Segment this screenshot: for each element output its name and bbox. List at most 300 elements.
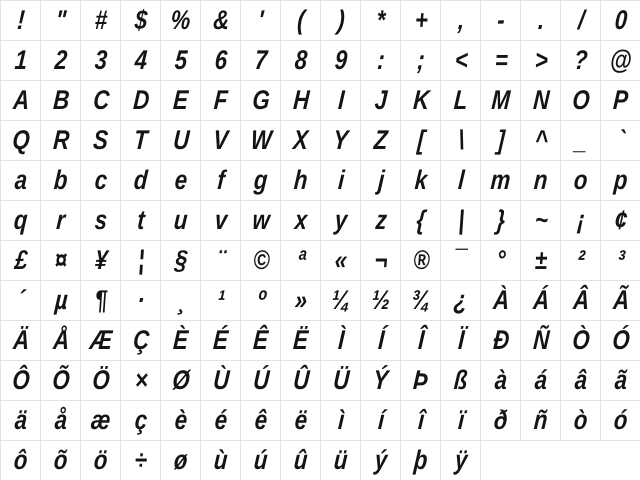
glyph-cell[interactable] bbox=[361, 81, 401, 121]
glyph-cell[interactable] bbox=[1, 321, 41, 361]
glyph-cell[interactable] bbox=[601, 81, 640, 121]
glyph-cell[interactable] bbox=[1, 81, 41, 121]
glyph-cell[interactable] bbox=[401, 361, 441, 401]
glyph-character: & bbox=[212, 5, 231, 35]
glyph-character: ì bbox=[336, 405, 346, 435]
glyph-character: º bbox=[255, 285, 267, 315]
glyph-cell[interactable] bbox=[121, 201, 161, 241]
glyph-cell[interactable] bbox=[81, 321, 121, 361]
glyph-cell[interactable] bbox=[481, 281, 521, 321]
glyph-character: ] bbox=[496, 125, 506, 155]
glyph-cell[interactable] bbox=[361, 161, 401, 201]
glyph-character: ' bbox=[257, 5, 265, 35]
glyph-character: ? bbox=[573, 45, 589, 75]
glyph-character: ¯ bbox=[453, 245, 469, 275]
glyph-cell[interactable] bbox=[561, 401, 601, 441]
glyph-character: \ bbox=[456, 125, 466, 155]
glyph-cell[interactable] bbox=[161, 361, 201, 401]
glyph-cell[interactable] bbox=[241, 361, 281, 401]
glyph-cell[interactable] bbox=[481, 201, 521, 241]
glyph-character: ¼ bbox=[330, 285, 352, 315]
glyph-character: » bbox=[293, 285, 309, 315]
glyph-character: g bbox=[253, 165, 269, 195]
glyph-cell[interactable] bbox=[41, 81, 81, 121]
glyph-character: ¢ bbox=[613, 205, 629, 235]
glyph-cell[interactable] bbox=[1, 281, 41, 321]
glyph-character: ð bbox=[493, 405, 509, 435]
glyph-cell[interactable] bbox=[81, 81, 121, 121]
glyph-cell[interactable] bbox=[121, 81, 161, 121]
glyph-cell[interactable] bbox=[521, 161, 561, 201]
glyph-character: I bbox=[336, 85, 346, 115]
glyph-cell[interactable] bbox=[441, 241, 481, 281]
glyph-cell[interactable] bbox=[441, 401, 481, 441]
glyph-cell[interactable] bbox=[161, 321, 201, 361]
glyph-character: B bbox=[52, 85, 71, 115]
glyph-character: Ù bbox=[212, 365, 231, 395]
glyph-cell[interactable] bbox=[41, 321, 81, 361]
glyph-cell[interactable] bbox=[441, 81, 481, 121]
glyph-cell[interactable] bbox=[281, 241, 321, 281]
glyph-character: ÿ bbox=[453, 445, 469, 475]
glyph-character: å bbox=[53, 405, 69, 435]
glyph-character: % bbox=[170, 5, 192, 35]
glyph-character: - bbox=[496, 5, 506, 35]
glyph-cell[interactable] bbox=[241, 281, 281, 321]
glyph-cell[interactable] bbox=[321, 441, 361, 480]
glyph-character: ã bbox=[613, 365, 629, 395]
glyph-cell[interactable] bbox=[121, 121, 161, 161]
glyph-character: þ bbox=[413, 445, 429, 475]
glyph-cell[interactable] bbox=[281, 1, 321, 41]
glyph-character: h bbox=[293, 165, 309, 195]
glyph-character: ô bbox=[13, 445, 29, 475]
glyph-character: ñ bbox=[533, 405, 549, 435]
glyph-cell[interactable] bbox=[601, 41, 640, 81]
glyph-cell[interactable] bbox=[201, 441, 241, 480]
glyph-cell[interactable] bbox=[161, 201, 201, 241]
glyph-character: é bbox=[213, 405, 229, 435]
glyph-cell[interactable] bbox=[481, 401, 521, 441]
glyph-character: c bbox=[93, 165, 109, 195]
glyph-cell[interactable] bbox=[441, 1, 481, 41]
glyph-character: Á bbox=[532, 285, 551, 315]
glyph-cell[interactable] bbox=[41, 361, 81, 401]
glyph-cell[interactable] bbox=[321, 1, 361, 41]
glyph-cell[interactable] bbox=[361, 1, 401, 41]
glyph-cell[interactable] bbox=[441, 121, 481, 161]
glyph-cell[interactable] bbox=[201, 201, 241, 241]
glyph-cell[interactable] bbox=[41, 201, 81, 241]
glyph-character: [ bbox=[416, 125, 426, 155]
glyph-character: s bbox=[93, 205, 109, 235]
glyph-cell[interactable] bbox=[321, 401, 361, 441]
glyph-cell[interactable] bbox=[401, 321, 441, 361]
glyph-cell[interactable] bbox=[401, 161, 441, 201]
glyph-cell[interactable] bbox=[401, 121, 441, 161]
glyph-character: + bbox=[413, 5, 429, 35]
glyph-character: U bbox=[172, 125, 191, 155]
glyph-cell[interactable] bbox=[561, 201, 601, 241]
glyph-character: a bbox=[13, 165, 29, 195]
glyph-character: ÷ bbox=[133, 445, 149, 475]
glyph-character: Ü bbox=[332, 365, 351, 395]
glyph-cell[interactable] bbox=[601, 1, 640, 41]
glyph-cell[interactable] bbox=[201, 1, 241, 41]
glyph-cell[interactable] bbox=[201, 121, 241, 161]
glyph-character: < bbox=[453, 45, 469, 75]
glyph-cell[interactable] bbox=[241, 201, 281, 241]
glyph-cell[interactable] bbox=[241, 81, 281, 121]
glyph-character: ¸ bbox=[176, 285, 186, 315]
glyph-character: £ bbox=[13, 245, 29, 275]
glyph-character: S bbox=[92, 125, 110, 155]
glyph-cell[interactable] bbox=[441, 441, 481, 480]
glyph-character: è bbox=[173, 405, 189, 435]
glyph-cell[interactable] bbox=[161, 41, 201, 81]
glyph-cell[interactable] bbox=[1, 121, 41, 161]
empty-cell bbox=[521, 441, 561, 480]
glyph-cell[interactable] bbox=[321, 241, 361, 281]
glyph-cell[interactable] bbox=[401, 281, 441, 321]
glyph-cell[interactable] bbox=[1, 441, 41, 480]
glyph-cell[interactable] bbox=[481, 81, 521, 121]
glyph-cell[interactable] bbox=[521, 401, 561, 441]
glyph-cell[interactable] bbox=[361, 401, 401, 441]
glyph-cell[interactable] bbox=[121, 281, 161, 321]
glyph-cell[interactable] bbox=[441, 361, 481, 401]
glyph-character: Ú bbox=[252, 365, 271, 395]
glyph-cell[interactable] bbox=[361, 361, 401, 401]
glyph-cell[interactable] bbox=[241, 41, 281, 81]
glyph-character: Ý bbox=[372, 365, 390, 395]
glyph-cell[interactable] bbox=[121, 41, 161, 81]
glyph-cell[interactable] bbox=[481, 321, 521, 361]
glyph-cell[interactable] bbox=[81, 401, 121, 441]
glyph-cell[interactable] bbox=[321, 361, 361, 401]
glyph-cell[interactable] bbox=[561, 41, 601, 81]
glyph-cell[interactable] bbox=[401, 1, 441, 41]
glyph-cell[interactable] bbox=[1, 201, 41, 241]
glyph-cell[interactable] bbox=[321, 201, 361, 241]
glyph-cell[interactable] bbox=[81, 201, 121, 241]
glyph-cell[interactable] bbox=[601, 161, 640, 201]
glyph-cell[interactable] bbox=[481, 121, 521, 161]
glyph-cell[interactable] bbox=[201, 361, 241, 401]
glyph-character: x bbox=[293, 205, 309, 235]
glyph-character: ä bbox=[13, 405, 29, 435]
glyph-character: ¦ bbox=[136, 245, 146, 275]
glyph-character: K bbox=[412, 85, 431, 115]
glyph-character: , bbox=[456, 5, 466, 35]
glyph-character: V bbox=[212, 125, 230, 155]
glyph-character: p bbox=[613, 165, 629, 195]
glyph-cell[interactable] bbox=[161, 281, 201, 321]
glyph-cell[interactable] bbox=[81, 441, 121, 480]
glyph-cell[interactable] bbox=[81, 241, 121, 281]
glyph-cell[interactable] bbox=[561, 121, 601, 161]
glyph-character: ! bbox=[16, 5, 26, 35]
glyph-character: ¹ bbox=[216, 285, 226, 315]
glyph-character: ) bbox=[336, 5, 346, 35]
glyph-cell[interactable] bbox=[1, 161, 41, 201]
glyph-cell[interactable] bbox=[241, 321, 281, 361]
glyph-cell[interactable] bbox=[401, 401, 441, 441]
glyph-cell[interactable] bbox=[281, 41, 321, 81]
glyph-cell[interactable] bbox=[521, 81, 561, 121]
glyph-character: Ò bbox=[571, 325, 591, 355]
glyph-character: 9 bbox=[333, 45, 349, 75]
glyph-cell[interactable] bbox=[601, 201, 640, 241]
glyph-cell[interactable] bbox=[201, 41, 241, 81]
glyph-cell[interactable] bbox=[521, 281, 561, 321]
glyph-cell[interactable] bbox=[601, 321, 640, 361]
glyph-cell[interactable] bbox=[401, 441, 441, 480]
glyph-character: ª bbox=[295, 245, 307, 275]
glyph-cell[interactable] bbox=[521, 321, 561, 361]
glyph-cell[interactable] bbox=[281, 441, 321, 480]
glyph-cell[interactable] bbox=[561, 321, 601, 361]
glyph-character: ø bbox=[173, 445, 189, 475]
glyph-character: t bbox=[136, 205, 146, 235]
glyph-cell[interactable] bbox=[81, 121, 121, 161]
glyph-cell[interactable] bbox=[1, 401, 41, 441]
glyph-character: W bbox=[249, 125, 273, 155]
glyph-cell[interactable] bbox=[161, 1, 201, 41]
glyph-character: À bbox=[492, 285, 511, 315]
glyph-cell[interactable] bbox=[561, 361, 601, 401]
glyph-cell[interactable] bbox=[601, 121, 640, 161]
glyph-character: µ bbox=[53, 285, 69, 315]
glyph-character: á bbox=[533, 365, 549, 395]
glyph-cell[interactable] bbox=[601, 281, 640, 321]
glyph-character: A bbox=[12, 85, 31, 115]
glyph-cell[interactable] bbox=[241, 121, 281, 161]
glyph-character: « bbox=[333, 245, 349, 275]
glyph-cell[interactable] bbox=[161, 161, 201, 201]
glyph-cell[interactable] bbox=[41, 121, 81, 161]
glyph-character: Ñ bbox=[532, 325, 551, 355]
glyph-character: { bbox=[415, 205, 427, 235]
glyph-character: ý bbox=[373, 445, 389, 475]
glyph-cell[interactable] bbox=[81, 161, 121, 201]
glyph-cell[interactable] bbox=[481, 1, 521, 41]
glyph-character: @ bbox=[609, 45, 633, 75]
glyph-cell[interactable] bbox=[441, 41, 481, 81]
glyph-cell[interactable] bbox=[321, 281, 361, 321]
glyph-cell[interactable] bbox=[161, 121, 201, 161]
glyph-cell[interactable] bbox=[121, 321, 161, 361]
glyph-cell[interactable] bbox=[321, 321, 361, 361]
glyph-cell[interactable] bbox=[401, 241, 441, 281]
glyph-cell[interactable] bbox=[601, 401, 640, 441]
glyph-character: E bbox=[172, 85, 190, 115]
glyph-character: Þ bbox=[412, 365, 430, 395]
glyph-cell[interactable] bbox=[361, 121, 401, 161]
glyph-cell[interactable] bbox=[601, 361, 640, 401]
glyph-cell[interactable] bbox=[281, 201, 321, 241]
glyph-character: r bbox=[55, 205, 67, 235]
glyph-cell[interactable] bbox=[241, 161, 281, 201]
glyph-character: Z bbox=[373, 125, 389, 155]
glyph-cell[interactable] bbox=[281, 121, 321, 161]
glyph-cell[interactable] bbox=[1, 241, 41, 281]
glyph-character: d bbox=[133, 165, 149, 195]
glyph-cell[interactable] bbox=[281, 401, 321, 441]
glyph-cell[interactable] bbox=[281, 321, 321, 361]
glyph-cell[interactable] bbox=[201, 321, 241, 361]
glyph-cell[interactable] bbox=[561, 281, 601, 321]
glyph-cell[interactable] bbox=[441, 281, 481, 321]
glyph-cell[interactable] bbox=[241, 1, 281, 41]
glyph-character: § bbox=[173, 245, 189, 275]
glyph-cell[interactable] bbox=[161, 81, 201, 121]
glyph-cell[interactable] bbox=[281, 81, 321, 121]
glyph-cell[interactable] bbox=[521, 241, 561, 281]
glyph-character: n bbox=[533, 165, 549, 195]
glyph-cell[interactable] bbox=[321, 121, 361, 161]
glyph-character: N bbox=[532, 85, 551, 115]
glyph-character: ¥ bbox=[93, 245, 109, 275]
glyph-cell[interactable] bbox=[201, 161, 241, 201]
glyph-cell[interactable] bbox=[561, 81, 601, 121]
glyph-cell[interactable] bbox=[441, 321, 481, 361]
glyph-cell[interactable] bbox=[201, 401, 241, 441]
glyph-cell[interactable] bbox=[1, 41, 41, 81]
glyph-cell[interactable] bbox=[281, 161, 321, 201]
glyph-cell[interactable] bbox=[521, 361, 561, 401]
glyph-character: # bbox=[93, 5, 109, 35]
glyph-character: ß bbox=[453, 365, 469, 395]
glyph-character: ; bbox=[416, 45, 426, 75]
glyph-cell[interactable] bbox=[361, 321, 401, 361]
glyph-character: e bbox=[173, 165, 189, 195]
glyph-character: 7 bbox=[253, 45, 269, 75]
glyph-cell[interactable] bbox=[41, 161, 81, 201]
glyph-character: ¡ bbox=[576, 205, 586, 235]
glyph-character: ú bbox=[253, 445, 269, 475]
empty-cell bbox=[601, 441, 640, 480]
glyph-cell[interactable] bbox=[201, 281, 241, 321]
glyph-character: Å bbox=[52, 325, 71, 355]
glyph-cell[interactable] bbox=[321, 41, 361, 81]
glyph-cell[interactable] bbox=[41, 401, 81, 441]
glyph-cell[interactable] bbox=[561, 1, 601, 41]
glyph-cell[interactable] bbox=[241, 441, 281, 480]
glyph-cell[interactable] bbox=[41, 41, 81, 81]
glyph-cell[interactable] bbox=[521, 1, 561, 41]
glyph-cell[interactable] bbox=[121, 441, 161, 480]
glyph-cell[interactable] bbox=[241, 401, 281, 441]
glyph-character: © bbox=[251, 245, 271, 275]
glyph-cell[interactable] bbox=[81, 361, 121, 401]
glyph-cell[interactable] bbox=[121, 1, 161, 41]
glyph-character: k bbox=[413, 165, 429, 195]
glyph-cell[interactable] bbox=[201, 241, 241, 281]
glyph-character: Æ bbox=[88, 325, 114, 355]
glyph-cell[interactable] bbox=[441, 201, 481, 241]
glyph-character: ¨ bbox=[216, 245, 226, 275]
glyph-character: v bbox=[213, 205, 229, 235]
glyph-character: M bbox=[490, 85, 512, 115]
glyph-cell[interactable] bbox=[321, 161, 361, 201]
glyph-cell[interactable] bbox=[321, 81, 361, 121]
glyph-character: 6 bbox=[213, 45, 229, 75]
glyph-character: ò bbox=[573, 405, 589, 435]
glyph-cell[interactable] bbox=[601, 241, 640, 281]
glyph-character: 4 bbox=[133, 45, 149, 75]
glyph-cell[interactable] bbox=[361, 241, 401, 281]
glyph-character: Ì bbox=[336, 325, 346, 355]
glyph-character: ` bbox=[616, 125, 626, 155]
glyph-cell[interactable] bbox=[81, 1, 121, 41]
glyph-character: u bbox=[173, 205, 189, 235]
glyph-cell[interactable] bbox=[481, 161, 521, 201]
glyph-cell[interactable] bbox=[401, 81, 441, 121]
glyph-cell[interactable] bbox=[281, 361, 321, 401]
glyph-cell[interactable] bbox=[41, 281, 81, 321]
glyph-cell[interactable] bbox=[161, 441, 201, 480]
glyph-character: Ø bbox=[171, 365, 191, 395]
glyph-cell[interactable] bbox=[121, 241, 161, 281]
glyph-cell[interactable] bbox=[201, 81, 241, 121]
glyph-character: × bbox=[133, 365, 149, 395]
glyph-cell[interactable] bbox=[401, 201, 441, 241]
glyph-cell[interactable] bbox=[41, 1, 81, 41]
glyph-cell[interactable] bbox=[361, 201, 401, 241]
glyph-cell[interactable] bbox=[41, 441, 81, 480]
glyph-character: Ö bbox=[91, 365, 111, 395]
glyph-cell[interactable] bbox=[161, 401, 201, 441]
glyph-cell[interactable] bbox=[481, 41, 521, 81]
glyph-character: " bbox=[54, 5, 68, 35]
empty-cell bbox=[561, 441, 601, 480]
glyph-cell[interactable] bbox=[561, 241, 601, 281]
glyph-cell[interactable] bbox=[161, 241, 201, 281]
glyph-character: ï bbox=[456, 405, 466, 435]
glyph-cell[interactable] bbox=[81, 281, 121, 321]
glyph-cell[interactable] bbox=[401, 41, 441, 81]
glyph-character: 1 bbox=[13, 45, 29, 75]
glyph-cell[interactable] bbox=[81, 41, 121, 81]
glyph-cell[interactable] bbox=[441, 161, 481, 201]
glyph-cell[interactable] bbox=[121, 361, 161, 401]
glyph-cell[interactable] bbox=[121, 161, 161, 201]
glyph-cell[interactable] bbox=[1, 361, 41, 401]
glyph-cell[interactable] bbox=[521, 121, 561, 161]
glyph-character: ü bbox=[333, 445, 349, 475]
glyph-character: D bbox=[132, 85, 151, 115]
glyph-cell[interactable] bbox=[481, 361, 521, 401]
glyph-cell[interactable] bbox=[121, 401, 161, 441]
glyph-cell[interactable] bbox=[361, 41, 401, 81]
glyph-cell[interactable] bbox=[481, 241, 521, 281]
glyph-cell[interactable] bbox=[41, 241, 81, 281]
glyph-cell[interactable] bbox=[281, 281, 321, 321]
glyph-cell[interactable] bbox=[241, 241, 281, 281]
glyph-cell[interactable] bbox=[361, 441, 401, 480]
glyph-cell[interactable] bbox=[1, 1, 41, 41]
glyph-character: Ã bbox=[612, 285, 631, 315]
glyph-character: ~ bbox=[533, 205, 549, 235]
glyph-character: Ç bbox=[132, 325, 151, 355]
glyph-cell[interactable] bbox=[361, 281, 401, 321]
glyph-cell[interactable] bbox=[521, 41, 561, 81]
glyph-cell[interactable] bbox=[561, 161, 601, 201]
glyph-character: Y bbox=[332, 125, 350, 155]
glyph-character: ² bbox=[576, 245, 586, 275]
glyph-cell[interactable] bbox=[521, 201, 561, 241]
